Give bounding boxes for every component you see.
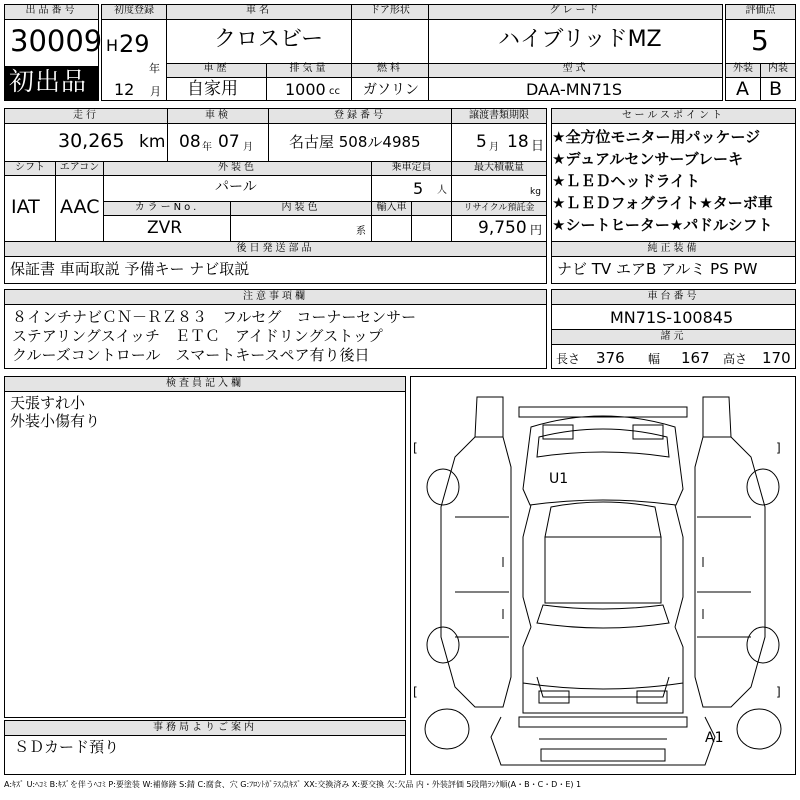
shift-value: IAT — [11, 196, 40, 218]
interior-color-label: 内装色 — [281, 202, 321, 213]
recycle-value: 9,750 — [478, 218, 527, 238]
inspection-label: 車検 — [205, 110, 231, 121]
model-code-value: DAA-MN71S — [526, 80, 623, 99]
max-load-label: 最大積載量 — [474, 162, 524, 173]
first-reg-year: 29 — [119, 30, 150, 58]
notes-line: ステアリングスイッチ ＥＴＣ アイドリングストップ — [12, 327, 383, 345]
office-notice-label: 事務局よりご案内 — [153, 722, 257, 733]
displacement-label: 排気量 — [289, 63, 329, 74]
recycle-label: リサイクル預託金 — [463, 203, 535, 213]
inspector-note-line: 天張すれ小 — [10, 394, 86, 412]
mileage-value: 30,265 — [58, 130, 125, 152]
capacity-label: 乗車定員 — [391, 162, 432, 173]
color-number-label: カラーNo. — [134, 202, 200, 213]
inspection-year: 08 — [179, 132, 201, 152]
exterior-rating-value: A — [736, 78, 749, 100]
first-reg-month: 12 — [114, 80, 135, 99]
shift-label: シフト — [15, 162, 45, 173]
displacement-value: 1000 — [285, 80, 326, 99]
length-value: 376 — [596, 349, 625, 367]
fuel-value: ガソリン — [363, 82, 419, 98]
length-label: 長さ — [556, 352, 581, 366]
color-number-value: ZVR — [147, 218, 183, 238]
car-name-label: 車名 — [246, 5, 272, 16]
exterior-color-value: パール — [215, 179, 257, 195]
notes-line: クルーズコントロール スマートキースペア有り後日 — [12, 346, 370, 364]
notes-line: ８インチナビＣＮ－ＲＺ８３ フルセグ コーナーセンサー — [12, 308, 417, 326]
inspection-month-unit: 月 — [243, 142, 253, 153]
first-registration-label: 初度登録 — [114, 5, 154, 16]
fuel-label: 燃料 — [377, 63, 403, 74]
inspector-notes-label: 検査員記入欄 — [166, 378, 244, 389]
interior-rating-value: B — [769, 78, 783, 100]
inspector-note-line: 外装小傷有り — [10, 412, 101, 430]
exterior-rating-label: 外装 — [733, 63, 753, 74]
sales-point-item: ★シートヒーター★パドルシフト — [552, 216, 773, 234]
chassis-number-value: MN71S-100845 — [610, 308, 734, 327]
sales-points-label: セールスポイント — [621, 110, 726, 121]
first-reg-year-unit: 年 — [149, 62, 160, 75]
dimensions-label: 諸元 — [660, 331, 687, 342]
transfer-day: 18 — [507, 132, 529, 152]
mileage-unit: km — [139, 132, 166, 152]
recycle-unit: 円 — [530, 223, 543, 237]
chassis-number-label: 車台番号 — [647, 291, 700, 302]
diagram-bracket-right: ] — [776, 685, 781, 699]
diagram-bracket-left: [ — [413, 685, 418, 699]
office-notice-value: ＳＤカード預り — [14, 738, 120, 756]
transfer-month: 5 — [476, 132, 487, 152]
inspection-month: 07 — [218, 132, 240, 152]
equipment-value: ナビ TV エアB アルミ PS PW — [557, 260, 758, 278]
diagram-bracket-left: [ — [413, 441, 418, 455]
transfer-day-unit: 日 — [531, 139, 545, 154]
first-reg-month-unit: 月 — [150, 85, 161, 98]
transfer-month-unit: 月 — [489, 142, 499, 153]
rating-value: 5 — [751, 24, 769, 57]
car-name-value: クロスビー — [214, 27, 324, 52]
sales-point-item: ★全方位モニター用パッケージ — [552, 128, 761, 146]
history-value: 自家用 — [187, 79, 238, 99]
equipment-label: 純正装備 — [647, 243, 700, 254]
later-parts-value: 保証書 車両取説 予備キー ナビ取説 — [10, 260, 250, 278]
sales-point-item: ★ＬＥＤフォグライト★ターボ車 — [552, 194, 773, 212]
history-label: 車歴 — [203, 63, 230, 74]
capacity-unit: 人 — [437, 185, 447, 196]
mileage-label: 走行 — [73, 110, 99, 121]
grade-value: ハイブリッドMZ — [498, 27, 662, 52]
height-value: 170 — [762, 349, 791, 367]
later-parts-label: 後日発送部品 — [236, 243, 315, 254]
damage-mark-u1: U1 — [549, 471, 569, 487]
sales-point-item: ★デュアルセンサーブレーキ — [552, 150, 744, 168]
import-label: 輸入車 — [376, 202, 407, 213]
inspection-year-unit: 年 — [202, 142, 212, 153]
width-label: 幅 — [648, 352, 661, 366]
interior-color-unit: 系 — [356, 226, 366, 237]
diagram-bracket-right: ] — [776, 441, 781, 455]
legend-text: A:ｷｽﾞ U:ﾍｺﾐ B:ｷｽﾞを伴うﾍｺﾐ P:要塗装 W:補修跡 S:錆 C:腐食、穴 G:ﾌﾛﾝﾄｶﾞﾗｽ点ｷｽﾞ XX:交換済み X:要交換 欠:欠品 内・外装評価 5段階ﾗﾝｸ順(A・B・C・D・E) 1 — [4, 780, 582, 789]
capacity-value: 5 — [413, 179, 424, 198]
height-label: 高さ — [723, 352, 748, 366]
width-value: 167 — [681, 349, 710, 367]
lot-number-value: 30009 — [10, 24, 103, 58]
first-reg-era: H — [106, 36, 119, 55]
sales-point-item: ★ＬＥＤヘッドライト — [552, 172, 700, 190]
registration-number-value: 名古屋 508ル4985 — [289, 133, 421, 151]
lot-number-label: 出品番号 — [25, 5, 78, 16]
aircon-label: エアコン — [59, 162, 100, 173]
damage-mark-a1: A1 — [705, 730, 724, 746]
door-type-label: ドア形状 — [370, 5, 410, 16]
interior-rating-label: 内装 — [768, 63, 788, 74]
registration-number-label: 登録番号 — [334, 110, 386, 121]
car-damage-diagram — [411, 377, 795, 774]
aircon-value: AAC — [60, 196, 100, 218]
notes-label: 注意事項欄 — [243, 291, 308, 302]
rating-label: 評価点 — [745, 5, 776, 16]
max-load-unit: kg — [530, 187, 541, 197]
first-listing-badge-text: 初出品 — [9, 67, 88, 96]
transfer-deadline-label: 譲渡書類期限 — [469, 110, 529, 121]
grade-label: グレード — [549, 5, 602, 16]
displacement-unit: cc — [329, 86, 340, 97]
model-code-label: 型式 — [562, 63, 589, 74]
exterior-color-label: 外装色 — [218, 162, 257, 173]
